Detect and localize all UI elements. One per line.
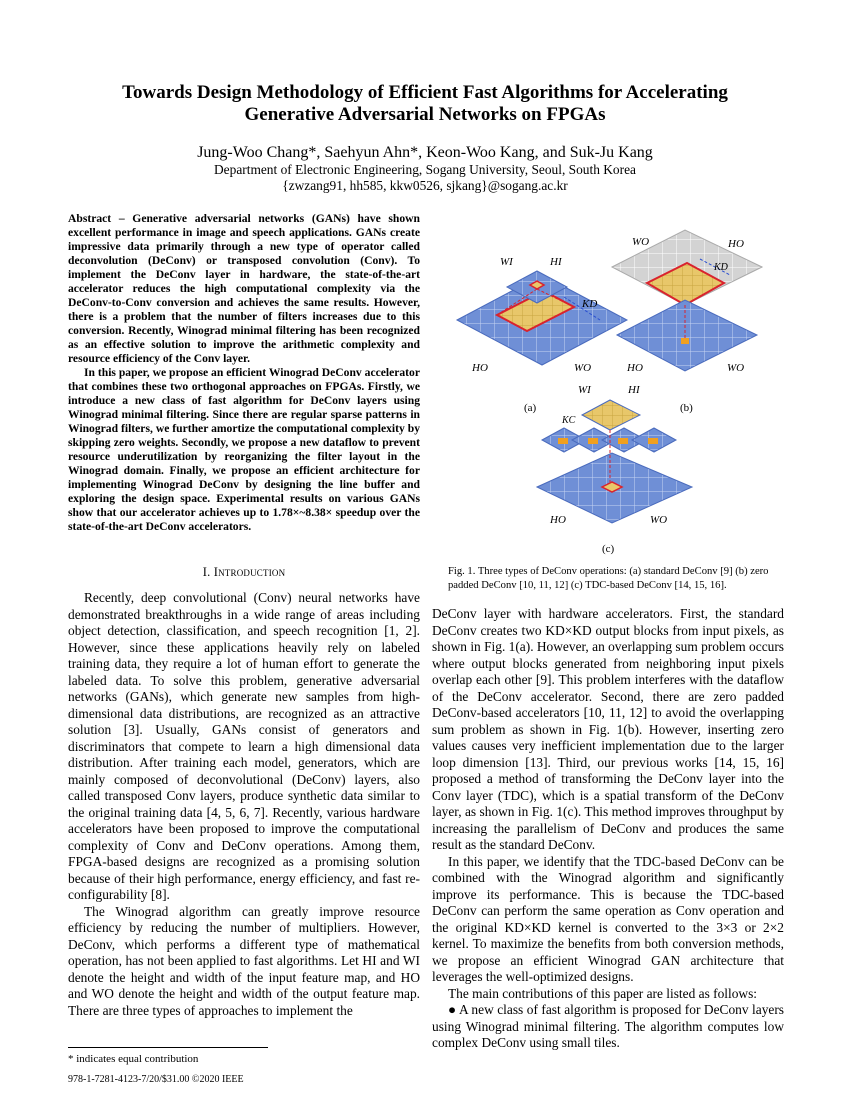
affiliation-block (40, 162, 810, 194)
authors: Jung-Woo Chang*, Saehyun Ahn*, Keon-Woo Kang, and Suk-Ju Kang (197, 144, 653, 161)
intro-paragraph-1: Recently, deep convolutional (Conv) neural networks have demonstrated breakthroughs in a wide range of areas including object detection, classification, and speech recognition [1, 2]. However, since these applications heavily rely on labeled training data, they require a lot of human effort to generate the labeled data. To solve this problem, generative adversarial networks (GANs), which generate new samples from high-dimensional data distributions, are recognized as an attractive solution [3]. Usually, GANs consist of generators and discriminators that compete to learn a high dimensional data distribution. After training each model, generators, which are mainly composed of deconvolutional (DeConv) layers, also called transposed Conv layers, produce synthetic data similar to the original training data [4, 5, 6, 7]. Recently, various hardware accelerators have been proposed to improve the computational complexity of Conv and DeConv operations. Among them, FPGA-based designs are recognized as a promising solution because of their high performance, energy efficiency, and fast re-configurability [8]. (68, 590, 420, 902)
paper-title (40, 82, 810, 126)
abstract-paragraph-2: In this paper, we propose an efficient Winograd DeConv accelerator that combines these two orthogonal approaches on FPGAs. Firstly, we introduce a new class of fast algorithm for DeConv layers using Winograd minimal filtering. Since there are regular sparse patterns in Winograd filters, we further amortize the computational complexity by skipping zero weights. Secondly, we propose a new dataflow to prevent resource underutilization by reorganizing the filter layout in the Winograd domain. Finally, we propose an efficient architecture for implementing Winograd DeConv by designing the line buffer and exploring the design space. Experimental results on various GANs show that our accelerator achieves up to 1.78×~8.38× speedup over the state-of-the-art DeConv accelerators. (68, 366, 420, 533)
section-heading-introduction (68, 565, 420, 580)
bullet-text: A new class of fast algorithm is proposed for DeConv layers using Winograd minimal filtering. The algorithm computes low complex DeConv using small tiles. (432, 1002, 784, 1050)
bullet-symbol: ● (448, 1002, 457, 1017)
figure-1 (452, 225, 782, 560)
panel-b-output-grid (617, 300, 757, 371)
panel-b-wo-label: WO (632, 236, 650, 248)
abstract (68, 212, 420, 534)
panel-c-filter-1-pixel (558, 438, 568, 444)
emails: {zwzang91, hh585, kkw0526, sjkang}@sogang.ac.kr (282, 178, 568, 193)
abstract-paragraph-1: Abstract – Generative adversarial networks (GANs) have shown excellent performance in image and speech applications. GANs create impressive data primarily through a new type of operator called deconvolution (DeConv) or transposed convolution (Conv). To implement the DeConv layer in hardware, the state-of-the-art accelerator reduces the high computational complexity via the DeConv-to-Conv conversion and achieves the same results. However, there is a problem that the number of filters increases due to this conversion. Recently, Winograd minimal filtering has been recognized as an effective solution to improve the arithmetic complexity and resource efficiency of the Conv layer. (68, 212, 420, 365)
right-paragraph-2: In this paper, we identify that the TDC-based DeConv can be combined with the Winograd algorithm and significantly improve its performance. This is because the TDC-based DeConv can perform the same operation as Conv operation and the original KD×KD kernel is converted to the 3×3 or 2×2 kernel. To maximize the benefits from both conversion methods, we propose an efficient Winograd GAN architecture that leverages the well-optimized designs. (432, 853, 784, 984)
panel-c-input-grid (582, 400, 640, 430)
panel-b-wo-bottom-label: WO (727, 362, 745, 374)
panel-c-filter-4-pixel (648, 438, 658, 444)
panel-c (537, 384, 692, 555)
copyright: 978-1-7281-4123-7/20/$31.00 ©2020 IEEE (68, 1074, 244, 1085)
panel-c-wo-label: WO (650, 514, 668, 526)
panel-c-filter-2-pixel (588, 438, 598, 444)
panel-a-ho-label: HO (472, 362, 488, 374)
panel-b-kd-label: KD (714, 262, 728, 273)
section-name: Introduction (213, 565, 286, 579)
right-column-text (432, 606, 784, 1052)
panel-c-hi-label: HI (628, 384, 640, 396)
panel-b-ho-label: HO (728, 238, 744, 250)
intro-paragraph-2: The Winograd algorithm can greatly improve resource efficiency by reducing the number of multipliers. However, DeConv, which performs a different type of mathematical operation, has not been applied to fast algorithms. Let HI and WI denote the height and width of the input feature map, and HO and WO denote the height and width of the output feature map. There are three types of approaches to implement the (68, 903, 420, 1018)
panel-b-output-pixel (681, 338, 689, 344)
footnote-rule (68, 1047, 268, 1048)
panel-c-kc-label: KC (562, 415, 576, 426)
panel-b-ho-bottom-label: HO (627, 362, 643, 374)
right-paragraph-1: DeConv layer with hardware accelerators. First, the standard DeConv creates two KD×KD output blocks from input pixels, as shown in Fig. 1(a). However, an overlapping sum problem occurs where output blocks generated from neighboring input pixels overlap each other [9]. This problem interferes with the dataflow of the DeConv accelerator. Second, there are zero padded DeConv-based accelerators [10, 11, 12] to avoid the overlapping sum problem as shown in Fig. 1(b). However, inserting zero values causes very inefficient implementation due to the larger loop dimension [13]. Third, our previous works [14, 15, 16] proposed a method of transforming the DeConv layer into the Conv layer (TDC), which is a spatial transform of the DeConv layer, as shown in Fig. 1(c). This method improves throughput by increasing the parallelism of DeConv and produces the same result as the standard DeConv. (432, 606, 785, 852)
panel-a (457, 256, 627, 414)
figure-1-caption: Fig. 1. Three types of DeConv operations: (a) standard DeConv [9] (b) zero padded DeConv [10, 11, 12] (c) TDC-based DeConv [14, 15, 16]. (448, 566, 769, 591)
right-paragraph-3: The main contributions of this paper are listed as follows: (448, 985, 758, 1001)
affiliation: Department of Electronic Engineering, Sogang University, Seoul, South Korea (214, 162, 636, 177)
section-number: I. (202, 565, 211, 579)
title-line-1: Towards Design Methodology of Efficient Fast Algorithms for Accelerating (122, 82, 728, 103)
introduction-text (68, 590, 420, 1019)
panel-a-hi-label: HI (550, 256, 562, 268)
panel-a-caption-letter: (a) (524, 402, 537, 414)
panel-a-wo-label: WO (574, 362, 592, 374)
title-line-2: Generative Adversarial Networks on FPGAs (244, 104, 606, 125)
panel-a-wi-label: WI (500, 256, 513, 268)
panel-c-wi-label: WI (578, 384, 591, 396)
panel-b-caption-letter: (b) (680, 402, 693, 414)
panel-c-filter-3-pixel (618, 438, 628, 444)
panel-c-ho-label: HO (550, 514, 566, 526)
panel-a-kd-label: KD (582, 298, 598, 310)
contribution-bullet-1 (432, 1002, 784, 1052)
footnote: * indicates equal contribution (68, 1053, 199, 1065)
panel-c-caption-letter: (c) (602, 543, 615, 555)
